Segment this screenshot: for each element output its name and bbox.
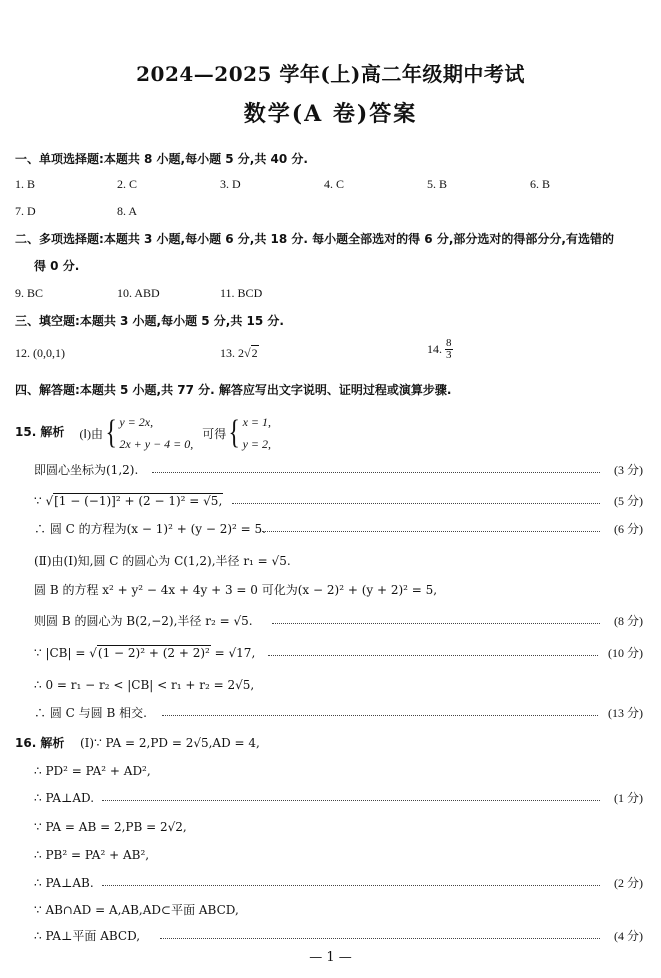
answer-13-prefix: 13. 2 bbox=[220, 346, 244, 360]
q15-line-7-text bbox=[34, 645, 255, 661]
q16-score-3: (1 分) bbox=[614, 791, 643, 805]
system-1-eq-a: y = 2x, bbox=[119, 415, 154, 429]
q16-line-3-text: ∴ PA⊥AD. bbox=[34, 791, 95, 805]
section-2-desc: 本题共 3 小题,每小题 6 分,共 18 分. 每小题全部选对的得 6 分,部分选对的得部分分,有选错的 bbox=[103, 232, 614, 246]
q15-line-4-text: (Ⅱ)由(Ⅰ)知,圆 C 的圆心为 C(1,2),半径 r₁ = √5. bbox=[34, 554, 291, 568]
q15-can-get: 可得 bbox=[202, 426, 227, 441]
q15-score-3: (6 分) bbox=[614, 522, 643, 536]
dotted-leader bbox=[102, 885, 600, 886]
q15-system-1 bbox=[119, 411, 193, 455]
dotted-leader bbox=[102, 800, 600, 801]
page-number: — 1 — bbox=[309, 950, 352, 965]
q15-score-6: (8 分) bbox=[614, 614, 643, 628]
q15-score-2: (5 分) bbox=[614, 494, 643, 508]
dotted-leader bbox=[262, 531, 600, 532]
answer-12: 12. (0,0,1) bbox=[15, 346, 65, 360]
section-2-heading bbox=[15, 231, 661, 247]
because-icon: ∵ bbox=[34, 494, 42, 508]
q15-score-1: (3 分) bbox=[614, 463, 643, 477]
answer-2: 2. C bbox=[117, 177, 138, 191]
q15-line-7-radicand: (1 − 2)² + (2 + 2)² bbox=[97, 646, 210, 660]
dotted-leader bbox=[232, 503, 600, 504]
section-3-title: 三、填空题: bbox=[15, 314, 80, 328]
answer-13 bbox=[220, 346, 259, 361]
section-4-title: 四、解答题: bbox=[15, 383, 80, 397]
answer-14 bbox=[427, 338, 453, 361]
answer-3: 3. D bbox=[220, 177, 241, 191]
q16-line-1-text: (Ⅰ)∵ PA = 2,PD = 2√5,AD = 4, bbox=[80, 736, 260, 750]
q15-line-7-rhs: = √17, bbox=[214, 646, 256, 660]
q15-line-9-text: ∴ 圆 C 与圆 B 相交. bbox=[34, 706, 147, 720]
section-4-heading bbox=[15, 382, 661, 398]
q16-label: 16. 解析 bbox=[15, 736, 65, 750]
q16-line-2-text: ∴ PD² = PA² + AD², bbox=[34, 764, 151, 778]
fraction-numerator: 8 bbox=[446, 337, 452, 349]
section-1-heading bbox=[15, 151, 661, 167]
system-2-eq-b: y = 2, bbox=[242, 437, 272, 451]
q15-line-8-text: ∴ 0 = r₁ − r₂ < |CB| < r₁ + r₂ = 2√5, bbox=[34, 678, 255, 692]
answer-14-fraction bbox=[445, 338, 453, 361]
dotted-leader bbox=[272, 623, 600, 624]
section-3-heading bbox=[15, 313, 661, 329]
left-brace-icon: { bbox=[228, 414, 241, 451]
q16-score-6: (2 分) bbox=[614, 876, 643, 890]
q16-line-7-text: ∵ AB∩AD = A,AB,AD⊂平面 ABCD, bbox=[34, 903, 239, 917]
q15-score-9: (13 分) bbox=[608, 706, 643, 720]
dotted-leader bbox=[152, 472, 600, 473]
q15-system-2 bbox=[243, 411, 271, 455]
system-2-eq-a: x = 1, bbox=[242, 415, 272, 429]
q15-line-7-lhs: ∵ |CB| = bbox=[34, 646, 86, 660]
answer-6: 6. B bbox=[530, 177, 551, 191]
q15-line-1-text: 即圆心坐标为(1,2). bbox=[34, 463, 139, 477]
q15-line-2-text bbox=[34, 493, 223, 509]
answer-5: 5. B bbox=[427, 177, 448, 191]
fraction-denominator: 3 bbox=[446, 349, 452, 361]
exam-subtitle: 数学(A 卷)答案 bbox=[243, 101, 418, 127]
sqrt-icon: √ bbox=[45, 494, 54, 508]
q16-score-8: (4 分) bbox=[614, 929, 643, 943]
q15-line-5-text: 圆 B 的方程 x² + y² − 4x + 4y + 3 = 0 可化为(x − 2)² + (y + 2)² = 5, bbox=[34, 583, 438, 597]
section-2-desc-cont: 得 0 分. bbox=[34, 259, 80, 273]
answer-1: 1. B bbox=[15, 177, 36, 191]
answer-11: 11. BCD bbox=[220, 286, 263, 300]
section-1-title: 一、单项选择题: bbox=[15, 152, 104, 166]
q15-score-7: (10 分) bbox=[608, 646, 643, 660]
q15-label: 15. 解析 bbox=[15, 424, 65, 439]
q15-line-3-text: ∴ 圆 C 的方程为(x − 1)² + (y − 2)² = 5. bbox=[34, 522, 266, 536]
left-brace-icon: { bbox=[105, 414, 117, 451]
sqrt-icon: √ bbox=[244, 346, 251, 360]
answer-14-prefix: 14. bbox=[427, 342, 442, 356]
section-1-desc: 本题共 8 小题,每小题 5 分,共 40 分. bbox=[103, 152, 308, 166]
section-4-desc: 本题共 5 小题,共 77 分. 解答应写出文字说明、证明过程或演算步骤. bbox=[79, 383, 452, 397]
q16-line-5-text: ∴ PB² = PA² + AB², bbox=[34, 848, 150, 862]
q15-part1-intro: (Ⅰ)由 bbox=[79, 426, 103, 441]
q15-line-6-text: 则圆 B 的圆心为 B(2,−2),半径 r₂ = √5. bbox=[34, 614, 253, 628]
section-3-desc: 本题共 3 小题,每小题 5 分,共 15 分. bbox=[79, 314, 284, 328]
answer-13-radicand: 2 bbox=[251, 346, 258, 360]
dotted-leader bbox=[268, 655, 598, 656]
q16-line-4-text: ∵ PA = AB = 2,PB = 2√2, bbox=[34, 820, 187, 834]
answer-4: 4. C bbox=[324, 177, 345, 191]
answer-8: 8. A bbox=[117, 204, 138, 218]
exam-title: 2024—2025 学年(上)高二年级期中考试 bbox=[136, 62, 525, 86]
q15-block-1 bbox=[15, 411, 271, 455]
dotted-leader bbox=[160, 938, 600, 939]
system-1-eq-b: 2x + y − 4 = 0, bbox=[119, 437, 194, 451]
q16-line-6-text: ∴ PA⊥AB. bbox=[34, 876, 94, 890]
answer-9: 9. BC bbox=[15, 286, 44, 300]
answer-7: 7. D bbox=[15, 204, 36, 218]
q15-line-2-radicand: [1 − (−1)]² + (2 − 1)² = √5, bbox=[54, 494, 223, 508]
dotted-leader bbox=[162, 715, 598, 716]
sqrt-icon: √ bbox=[89, 646, 97, 660]
section-2-title: 二、多项选择题: bbox=[15, 232, 104, 246]
answer-10: 10. ABD bbox=[117, 286, 160, 300]
q16-line-8-text: ∴ PA⊥平面 ABCD, bbox=[34, 929, 141, 943]
